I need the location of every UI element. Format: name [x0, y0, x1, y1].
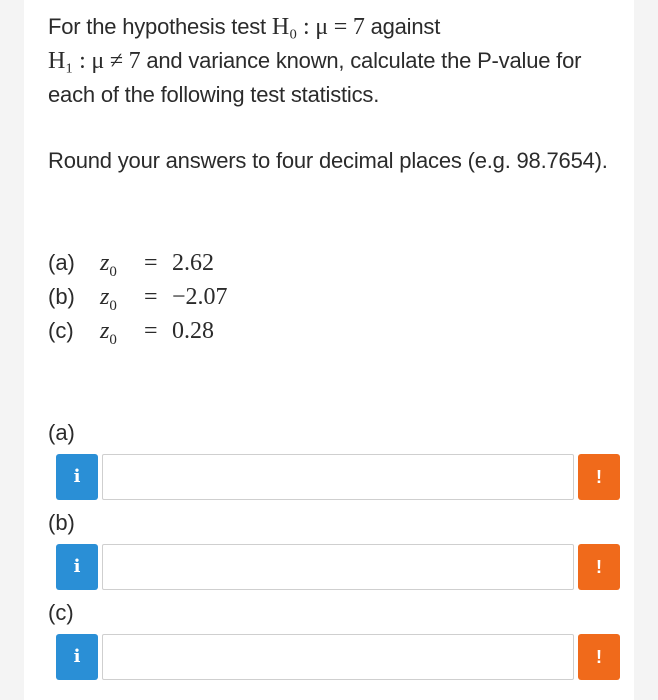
statistic-b — [48, 280, 228, 314]
answer-label-b: (b) — [48, 510, 75, 535]
question-against: against — [364, 14, 441, 39]
statistic-value: 0.28 — [172, 318, 214, 344]
statistic-variable: $z_0$ — [100, 318, 117, 348]
info-icon[interactable]: i — [56, 544, 98, 590]
equals-sign: = — [144, 318, 158, 344]
statistic-label: (b) — [48, 284, 75, 309]
question-rest: and variance known, calculate the P-value for each of the following test statistics. — [48, 48, 582, 107]
rounding-instruction: Round your answers to four decimal places (e.g. 98.7654). — [48, 148, 608, 173]
statistic-variable: $z_0$ — [100, 250, 117, 280]
statistic-value: 2.62 — [172, 250, 214, 276]
answer-label-a: (a) — [48, 420, 75, 445]
warning-icon: ! — [578, 454, 620, 500]
equals-sign: = — [144, 250, 158, 276]
answer-row-c — [56, 634, 620, 680]
statistic-value: −2.07 — [172, 284, 228, 310]
info-icon[interactable]: i — [56, 454, 98, 500]
info-icon[interactable]: i — [56, 634, 98, 680]
question-text — [48, 10, 608, 112]
statistic-label: (a) — [48, 250, 75, 275]
answer-row-a — [56, 454, 620, 500]
equals-sign: = — [144, 284, 158, 310]
answer-label-c: (c) — [48, 600, 74, 625]
null-hypothesis: H₀ : μ = 7 — [271, 14, 365, 40]
statistic-a — [48, 246, 228, 280]
question-card — [24, 0, 634, 700]
answer-row-b — [56, 544, 620, 590]
question-prefix: For the hypothesis test — [48, 14, 272, 39]
answer-input-c[interactable] — [102, 634, 574, 680]
statistic-c — [48, 314, 228, 348]
test-statistics-list — [48, 246, 228, 348]
warning-icon: ! — [578, 634, 620, 680]
statistic-variable: $z_0$ — [100, 284, 117, 314]
warning-icon: ! — [578, 544, 620, 590]
answer-input-a[interactable] — [102, 454, 574, 500]
statistic-label: (c) — [48, 318, 74, 343]
answer-input-b[interactable] — [102, 544, 574, 590]
alternative-hypothesis: H₁ : μ ≠ 7 — [48, 48, 141, 74]
